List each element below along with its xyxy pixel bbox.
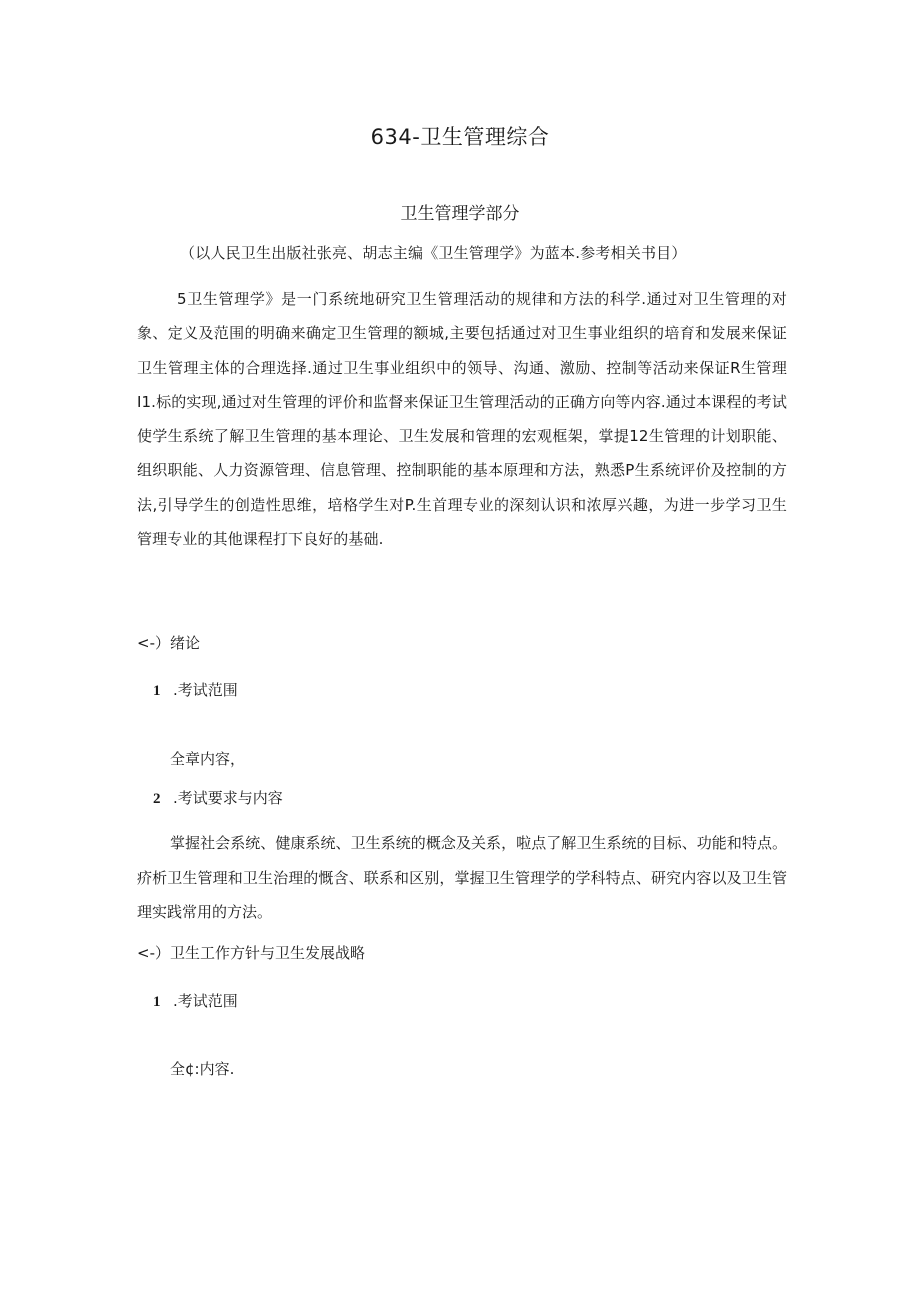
item-label: .考试要求与内容 xyxy=(173,789,283,807)
reference-note: （以人民卫生出版社张亮、胡志主编《卫生管理学》为蓝本.参考相关书目） xyxy=(180,244,687,262)
item-exam-scope xyxy=(153,994,238,1010)
section-heading-introduction: <-）绪论 xyxy=(137,634,200,652)
requirements-paragraph: 掌握社会系统、健康系统、卫生系统的概念及关系，啦点了解卫生系统的目标、功能和特点。疥析卫生管理和卫生治理的慨含、联系和区别，掌握卫生管理学的学科特点、研究内容以及卫生管理实践常用的方法。 xyxy=(137,834,787,921)
item-number: 1 xyxy=(153,683,161,699)
item-label: .考试范围 xyxy=(173,992,238,1010)
item-label: .考试范围 xyxy=(173,681,238,699)
section-title: 卫生管理学部分 xyxy=(400,204,520,224)
document-title: 634-卫生管理综合 xyxy=(370,125,550,149)
item-content: 全¢:内容. xyxy=(170,1060,235,1078)
intro-paragraph: 5卫生管理学》是一门系统地研究卫生管理活动的规律和方法的科学.通过对卫生管理的对象、定义及范围的明确来确定卫生管理的额城,主要包括通过对卫生事业组织的培育和发展来保证卫生管理主体的合理选择.通过卫生事业组织中的领导、沟通、激励、控制等活动来保证R生管理I1.标的实现,通过对生管理的评价和监督来保证卫生管理活动的正确方向等内容.通过本课程的考试使学生系统了解卫生管理的基本理论、卫生发展和管理的宏观框架，掌提12生管理的计划职能、组织职能、人力资源管理、信息管理、控制职能的基本原理和方法，熟悉P生系统评价及控制的方法,引导学生的创造性思维，培格学生对P.生首理专业的深刻认识和浓厚兴趣，为进一步学习卫生管理专业的其他课程打下良好的基础. xyxy=(137,290,787,549)
item-exam-requirements xyxy=(153,791,283,807)
item-content: 全章内容， xyxy=(170,750,246,768)
item-number: 2 xyxy=(153,791,161,807)
item-number: 1 xyxy=(153,994,161,1010)
section-heading-health-policy: <-）卫生工作方针与卫生发展战略 xyxy=(137,944,365,962)
item-exam-scope xyxy=(153,683,238,699)
